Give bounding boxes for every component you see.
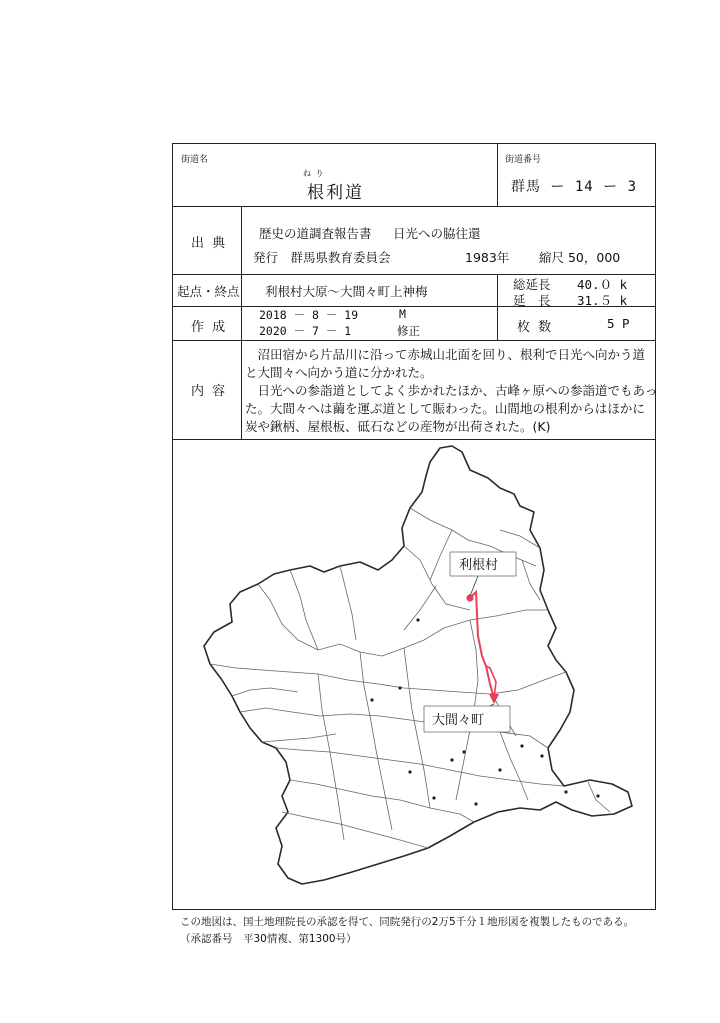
content-line: と大間々へ向かう道に分かれた。 xyxy=(245,365,433,380)
route-value: 利根村大原～大間々町上神梅 xyxy=(265,284,428,299)
road-name-ruby: ね り xyxy=(303,169,325,178)
source-title: 歴史の道調査報告書 xyxy=(259,226,372,241)
length-label: 延 長 xyxy=(513,293,551,308)
created-label: 作 成 xyxy=(191,320,228,335)
road-number-label: 街道番号 xyxy=(505,155,542,165)
created-date2-note: 修正 xyxy=(397,324,420,338)
source-label: 出 典 xyxy=(191,236,228,251)
footer-copyright: この地図は、国土地理院長の承認を得て、同院発行の2万5千分１地形図を複製したものである。 xyxy=(180,916,635,928)
content-line: 炭や鍬柄、屋根板、砥石などの産物が出荷された。(K) xyxy=(245,419,551,434)
content-label: 内 容 xyxy=(191,384,228,399)
created-date1-note: M xyxy=(399,307,406,321)
length: 31.５ k xyxy=(577,293,628,308)
content-line: 日光への参詣道としてよく歩かれたほか、古峰ヶ原への参詣道でもあっ xyxy=(245,383,658,398)
total-length-label: 総延長 xyxy=(513,277,551,292)
source-year: 1983年 xyxy=(465,250,510,265)
footer-approval: （承認番号 平30情複、第1300号） xyxy=(180,933,357,945)
created-date1: 2018 － 8 － 19 xyxy=(259,308,359,322)
content-line: た。大間々へは繭を運ぶ道として賑わった。山間地の根利からはほかに xyxy=(245,401,645,416)
source-publisher: 発行 群馬県教育委員会 xyxy=(253,250,391,265)
sheets: 5 P xyxy=(607,316,630,331)
content-line: 沼田宿から片品川に沿って赤城山北面を回り、根利で日光へ向かう道 xyxy=(245,347,646,362)
created-date2: 2020 － 7 － 1 xyxy=(259,324,352,338)
road-name: 根利道 xyxy=(307,183,364,203)
sheets-label: 枚 数 xyxy=(517,320,554,335)
prefecture-outline xyxy=(204,446,632,884)
source-subtitle: 日光への脇往還 xyxy=(393,226,481,241)
road-number: 群馬 ー 14 ー 3 xyxy=(511,179,638,195)
end-label: 大間々町 xyxy=(432,713,485,728)
road-name-label: 街道名 xyxy=(181,155,209,165)
source-scale: 縮尺 50，000 xyxy=(539,250,621,265)
total-length: 40.０ k xyxy=(577,277,628,292)
end-callout xyxy=(424,704,510,732)
route-label: 起点・終点 xyxy=(177,284,240,299)
start-label: 利根村 xyxy=(459,558,499,573)
